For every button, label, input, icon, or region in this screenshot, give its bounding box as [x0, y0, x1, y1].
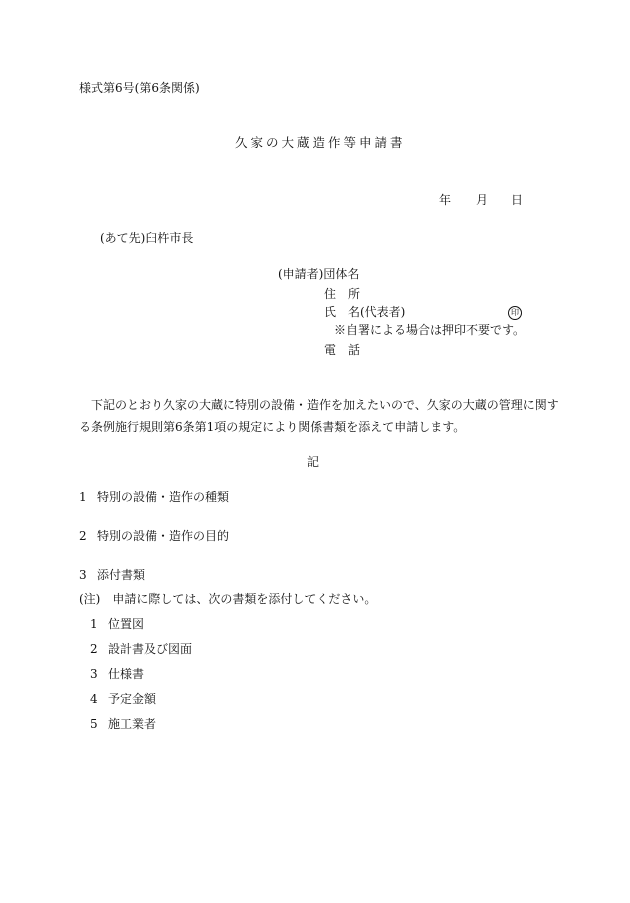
list-item [90, 718, 156, 730]
addressee: (あて先)臼杵市長 [100, 231, 194, 245]
date-month-label: 月 [476, 193, 489, 207]
item-text: 特別の設備・造作の目的 [97, 529, 230, 543]
list-item [79, 491, 229, 503]
list-item [90, 618, 144, 630]
applicant-phone-label: 電 話 [324, 343, 361, 357]
item-text: 添付書類 [97, 568, 146, 582]
date-year-label: 年 [439, 193, 452, 207]
item-number: 3 [90, 667, 98, 681]
item-number: 1 [90, 617, 98, 631]
body-paragraph [79, 394, 559, 438]
form-number: 様式第6号(第6条関係) [79, 81, 200, 95]
body-line-1: 下記のとおり久家の大蔵に特別の設備・造作を加えたいので、久家の大蔵の管理に関す [91, 398, 559, 412]
list-item [90, 643, 192, 655]
item-text: 設計書及び図面 [108, 642, 193, 656]
item-text: 位置図 [108, 617, 145, 631]
ki-heading: 記 [307, 455, 320, 469]
item-number: 1 [79, 490, 87, 504]
applicant-name-label: 氏 名(代表者) [324, 305, 406, 319]
item-number: 2 [90, 642, 98, 656]
item-number: 4 [90, 692, 98, 706]
item-number: 5 [90, 717, 98, 731]
note-label: (注) [79, 592, 101, 606]
applicant-address-label: 住 所 [324, 287, 361, 301]
list-item [90, 693, 156, 705]
seal-note: ※自署による場合は押印不要です。 [334, 323, 526, 337]
item-number: 3 [79, 568, 87, 582]
note-text: 申請に際しては、次の書類を添付してください。 [112, 592, 377, 606]
seal-mark: 印 [508, 306, 522, 320]
date-day-label: 日 [511, 193, 524, 207]
item-text: 特別の設備・造作の種類 [97, 490, 230, 504]
list-item [90, 668, 144, 680]
item-text: 施工業者 [108, 717, 157, 731]
item-text: 仕様書 [108, 667, 145, 681]
seal-icon [508, 305, 522, 320]
list-item [79, 530, 229, 542]
note-line [79, 593, 376, 605]
item-number: 2 [79, 529, 87, 543]
document-title: 久家の大蔵造作等申請書 [235, 135, 406, 150]
list-item [79, 569, 145, 581]
item-text: 予定金額 [108, 692, 157, 706]
applicant-group-label: (申請者)団体名 [278, 267, 360, 281]
body-line-2: る条例施行規則第6条第1項の規定により関係書類を添えて申請します。 [79, 420, 466, 434]
